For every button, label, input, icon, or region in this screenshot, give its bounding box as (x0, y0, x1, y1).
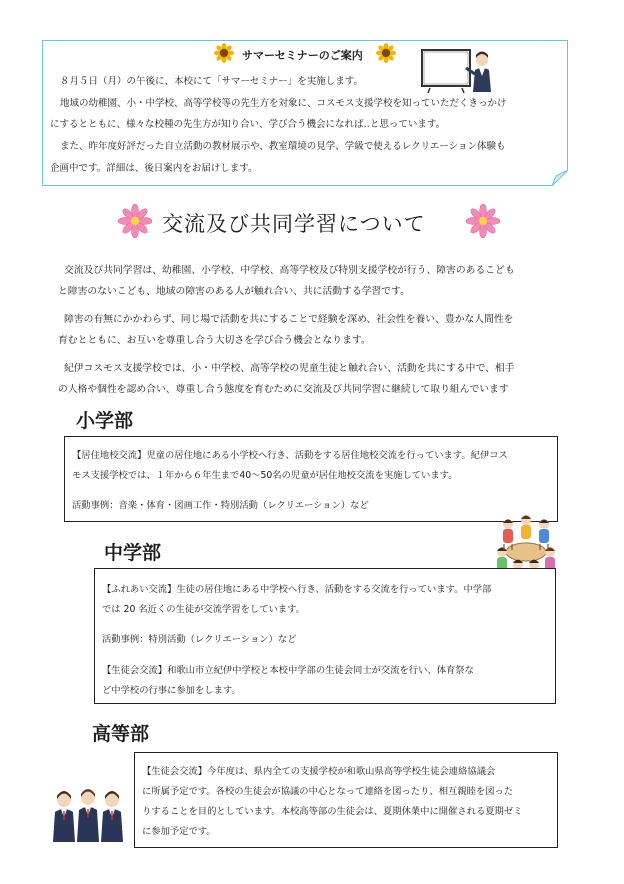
sunflower-icon (376, 43, 396, 63)
notice-line: 地域の幼稚園、小・中学校、高等学校等の先生方を対象に、コスモス支援学校を知っていただくきっかけ (60, 98, 507, 109)
intro-paragraph-line: と障害のないこども、地域の障害のある人が触れ合い、共に活動する学習です。 (58, 286, 410, 297)
box-line: 活動事例：音楽・体育・図画工作・特別活動（レクリエーション）など (72, 500, 369, 511)
box-line: りすることを目的としています。本校高等部の生徒会は、夏期休業中に開催される夏期ゼミ (142, 806, 523, 817)
box-line: 【ふれあい交流】生徒の居住地にある中学校へ行き、活動をする交流を行っています。中学部 (102, 584, 492, 595)
box-line: に参加予定です。 (142, 826, 216, 837)
section-heading-junior: 中学部 (104, 542, 162, 564)
box-line: に所属予定です。各校の生徒会が協議の中心となって連絡を図ったり、相互親睦を図った (142, 786, 514, 797)
notice-line: にするとともに、様々な校種の先生方が知り合い、学び合う機会になれば‥と思っています。 (50, 119, 446, 130)
intro-paragraph-line: の人格や個性を認め合い、尊重し合う態度を育むために交流及び共同学習に継続して取り組んでいます (58, 384, 509, 395)
box-line: では 20 名近くの生徒が交流学習をしています。 (102, 604, 305, 615)
box-line: 活動事例：特別活動（レクリエーション）など (102, 634, 297, 645)
section-heading-high: 高等部 (92, 723, 150, 745)
intro-paragraph-line: 交流及び共同学習は、幼稚園、小学校、中学校、高等学校及び特別支援学校が行う、障害のあるこども (64, 265, 515, 276)
intro-paragraph-line: 紀伊コスモス支援学校では、小・中学校、高等学校の児童生徒と触れ合い、活動を共にする中で、相手 (64, 363, 515, 374)
box-line: 【生徒会交流】今年度は、県内全ての支援学校が和歌山県高等学校生徒会連絡協議会 (142, 766, 496, 777)
intro-paragraph-line: 障害の有無にかかわらず、同じ場で活動を共にすることで経験を深め、社会性を養い、豊かな人間性を (64, 314, 514, 325)
notice-line: また、昨年度好評だった自立活動の教材展示や、教室環境の見学、学級で使えるレクリエーション体験も (60, 141, 506, 152)
box-line: モス支援学校では、１年から６年生まで40～50名の児童が居住地校交流を実施しています。 (72, 470, 458, 481)
notice-title: サマーセミナーのご案内 (242, 49, 363, 62)
box-line: 【居住地校交流】児童の居住地にある小学校へ行き、活動をする居住地校交流を行っています。紀伊コス (72, 450, 508, 461)
page-curl-decoration (552, 170, 568, 186)
students-in-uniform-illustration (50, 786, 126, 842)
intro-paragraph-line: 育むとともに、お互いを尊重し合う大切さを学び合う機会となります。 (58, 335, 371, 346)
page-title: 交流及び共同学習について (162, 212, 426, 236)
sunflower-icon (214, 43, 234, 63)
pink-flower-icon (466, 204, 500, 238)
notice-line: ８月５日（月）の午後に、本校にて「サマーセミナー」を実施します。 (60, 76, 364, 87)
box-line: 【生徒会交流】和歌山市立紀伊中学校と本校中学部の生徒会同士が交流を行い、体育祭な (102, 665, 474, 676)
teacher-whiteboard-illustration (420, 46, 500, 94)
section-heading-elementary: 小学部 (76, 410, 134, 432)
pink-flower-icon (118, 204, 152, 238)
notice-line: 企画中です。詳細は、後日案内をお届けします。 (50, 163, 258, 174)
box-line: ど中学校の行事に参加をします。 (102, 685, 241, 696)
